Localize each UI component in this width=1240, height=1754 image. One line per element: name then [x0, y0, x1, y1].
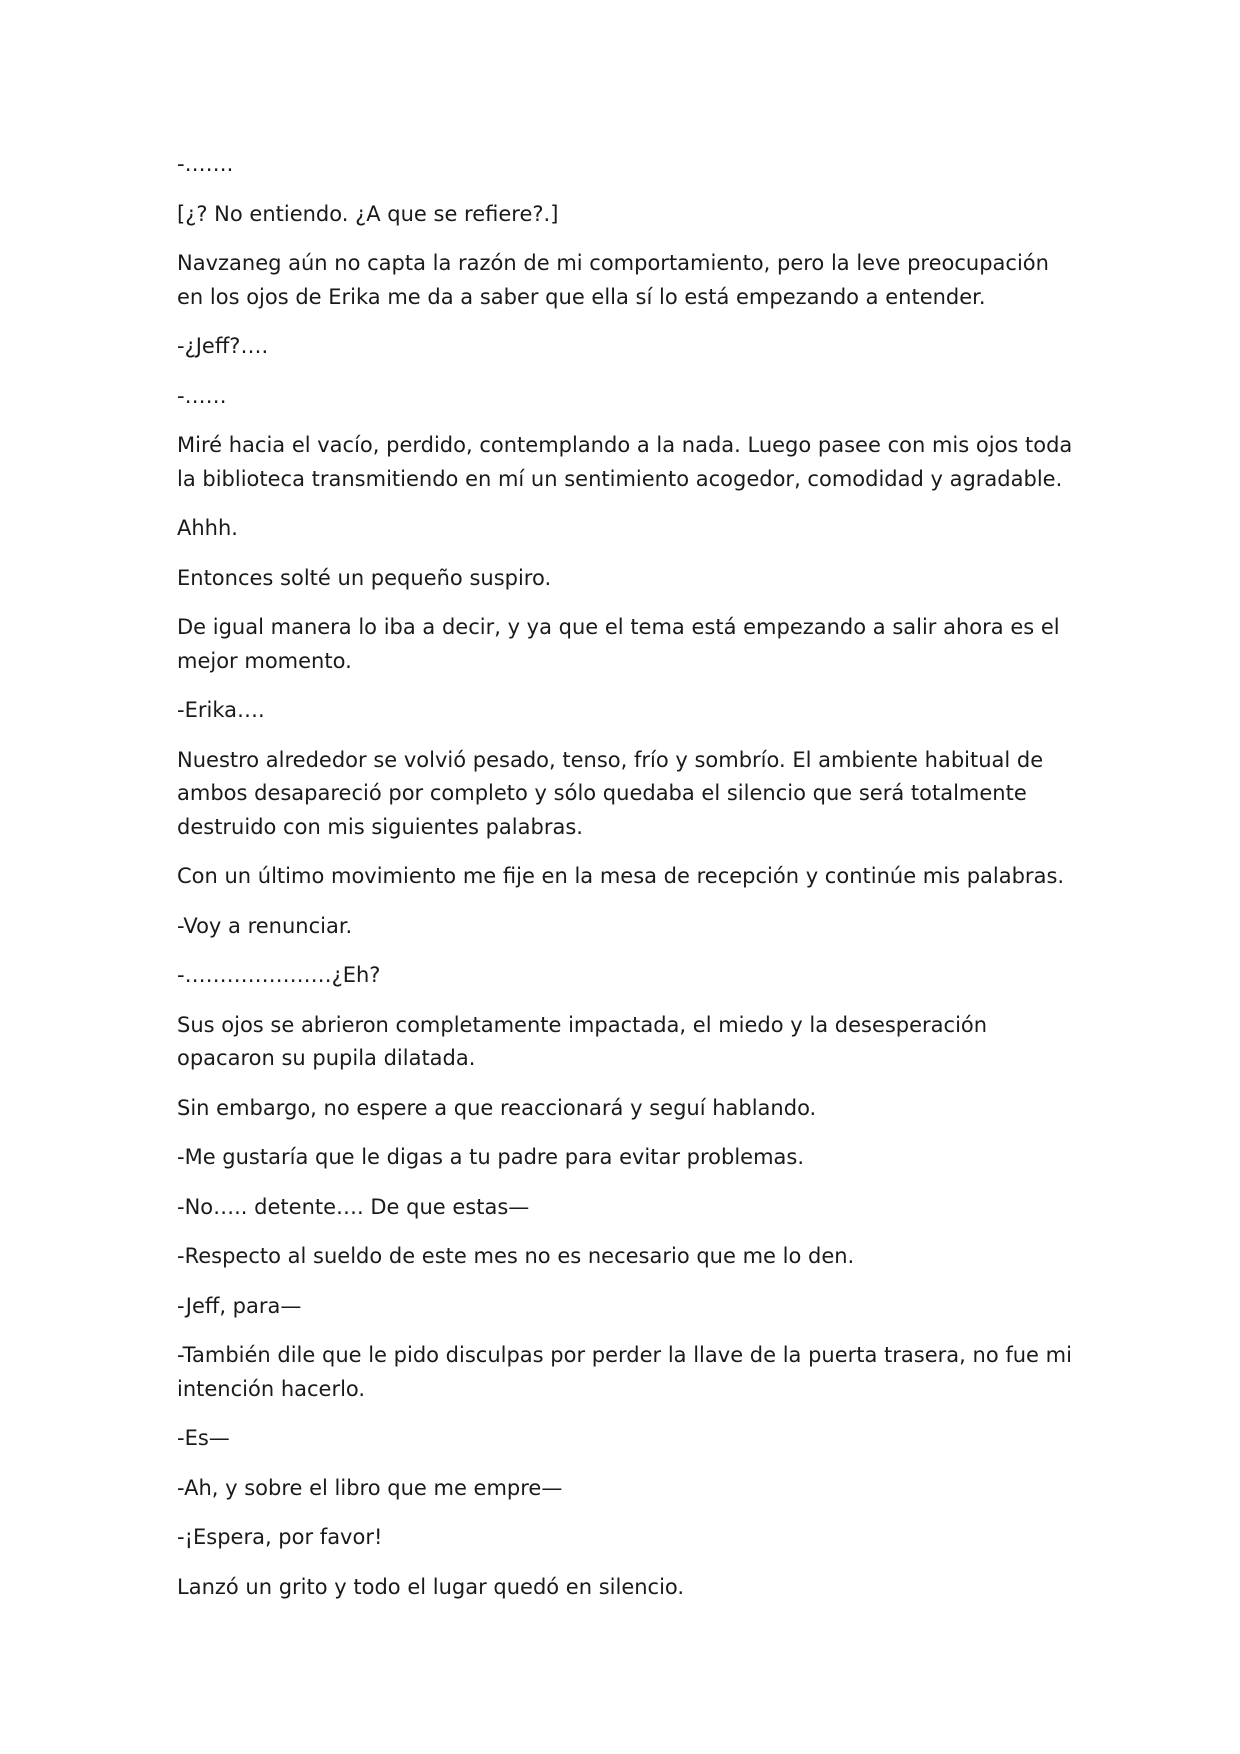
paragraph: -Voy a renunciar.: [177, 913, 353, 938]
paragraph: [¿? No entiendo. ¿A que se refiere?.]: [177, 201, 559, 226]
paragraph: -…………………¿Eh?: [177, 963, 381, 987]
paragraph: Sin embargo, no espere a que reaccionará y seguí hablando.: [177, 1095, 817, 1120]
paragraph: De igual manera lo iba a decir, y ya que el tema está empezando a salir ahora es el mejor momento.: [177, 615, 1060, 673]
paragraph: -También dile que le pido disculpas por perder la llave de la puerta trasera, no fue mi intención hacerlo.: [177, 1343, 1072, 1401]
document-body: [177, 148, 1077, 1620]
paragraph: -Me gustaría que le digas a tu padre para evitar problemas.: [177, 1145, 805, 1169]
paragraph: -Jeff, para—: [177, 1293, 302, 1318]
paragraph: Con un último movimiento me fije en la mesa de recepción y continúe mis palabras.: [177, 864, 1065, 888]
paragraph: -¡Espera, por favor!: [177, 1525, 383, 1549]
paragraph: -……: [177, 383, 227, 408]
paragraph: -Erika….: [177, 698, 265, 722]
paragraph: -Es—: [177, 1426, 230, 1450]
paragraph: Sus ojos se abrieron completamente impactada, el miedo y la desesperación opacaron su pupila dilatada.: [177, 1012, 988, 1070]
paragraph: Lanzó un grito y todo el lugar quedó en silencio.: [177, 1574, 685, 1599]
paragraph: Nuestro alrededor se volvió pesado, tenso, frío y sombrío. El ambiente habitual de ambos desapareció por completo y sólo quedaba el silencio que será totalmente destruido con mis siguientes palabras.: [177, 747, 1044, 839]
paragraph: -Respecto al sueldo de este mes no es necesario que me lo den.: [177, 1244, 855, 1268]
paragraph: Miré hacia el vacío, perdido, contemplando a la nada. Luego pasee con mis ojos toda la biblioteca transmitiendo en mí un sentimiento acogedor, comodidad y agradable.: [177, 433, 1073, 491]
paragraph: -Ah, y sobre el libro que me empre—: [177, 1475, 563, 1500]
paragraph: Navzaneg aún no capta la razón de mi comportamiento, pero la leve preocupación en los ojos de Erika me da a saber que ella sí lo está empezando a entender.: [177, 251, 1049, 309]
paragraph: -¿Jeff?….: [177, 334, 269, 358]
paragraph: -…….: [177, 152, 234, 176]
paragraph: Entonces solté un pequeño suspiro.: [177, 565, 552, 590]
paragraph: Ahhh.: [177, 516, 238, 540]
paragraph: -No….. detente…. De que estas—: [177, 1194, 530, 1219]
